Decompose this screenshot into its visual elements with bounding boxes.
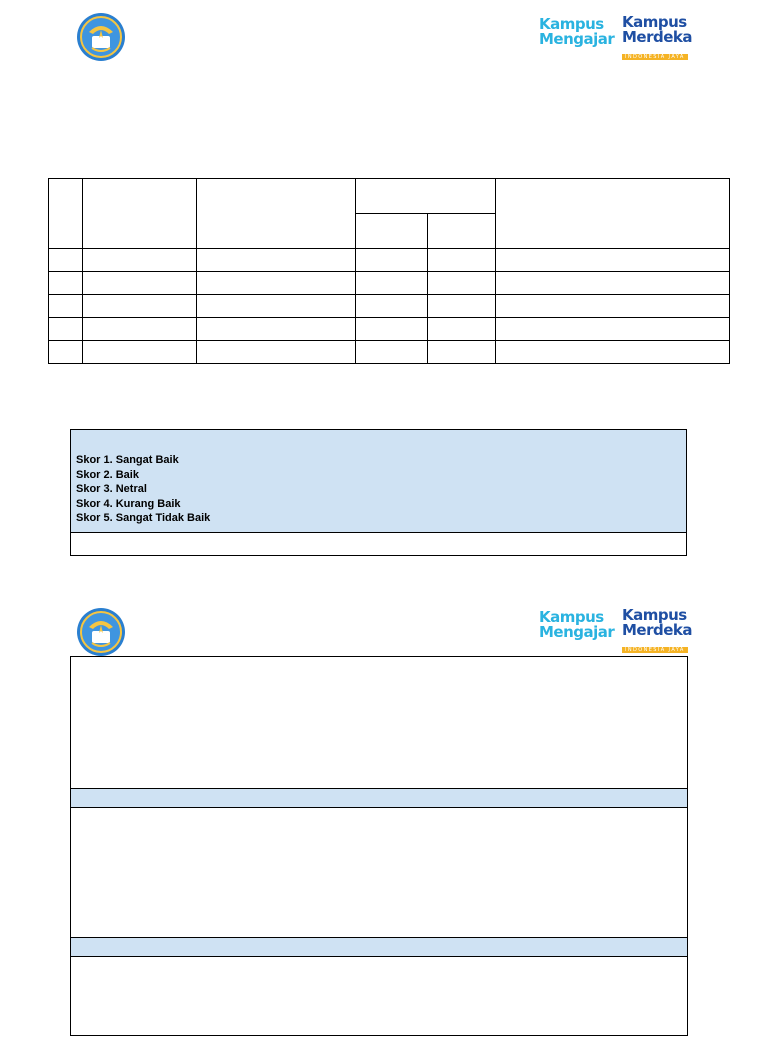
table-cell bbox=[197, 272, 356, 295]
score-legend-item: Skor 3. Netral bbox=[76, 483, 147, 496]
kampus-mengajar-line1: Kampus bbox=[539, 15, 604, 33]
table-header-cell bbox=[83, 179, 197, 249]
table-cell bbox=[83, 341, 197, 364]
table-cell bbox=[83, 295, 197, 318]
kampus-mengajar-line2: Mengajar bbox=[539, 623, 615, 641]
table-cell bbox=[496, 249, 730, 272]
table-cell bbox=[197, 295, 356, 318]
tut-wuri-handayani-emblem-icon bbox=[76, 12, 126, 62]
table-cell bbox=[83, 272, 197, 295]
kampus-mengajar-logo bbox=[539, 17, 614, 47]
score-legend-item: Skor 4. Kurang Baik bbox=[76, 497, 181, 510]
table-cell bbox=[496, 341, 730, 364]
table-cell bbox=[356, 295, 428, 318]
kampus-merdeka-line1: Kampus bbox=[622, 606, 687, 624]
form-box bbox=[70, 656, 688, 1036]
kampus-merdeka-tag: INDONESIA JAYA bbox=[622, 647, 688, 653]
kampus-merdeka-tag: INDONESIA JAYA bbox=[622, 54, 688, 60]
form-text-area-3[interactable] bbox=[71, 957, 687, 1037]
tut-wuri-handayani-emblem-icon bbox=[76, 607, 126, 657]
score-legend-item: Skor 5. Sangat Tidak Baik bbox=[76, 512, 211, 525]
table-cell bbox=[356, 249, 428, 272]
table-cell bbox=[428, 318, 496, 341]
table-cell bbox=[49, 249, 83, 272]
table-cell bbox=[496, 318, 730, 341]
table-cell bbox=[49, 341, 83, 364]
table-row bbox=[49, 318, 730, 341]
table-cell bbox=[428, 295, 496, 318]
table-header-cell bbox=[49, 179, 83, 249]
table-header-cell bbox=[496, 179, 730, 249]
table-header-row-1 bbox=[49, 179, 730, 214]
score-input-row[interactable] bbox=[71, 533, 686, 555]
table-cell bbox=[428, 249, 496, 272]
table-subheader-cell bbox=[428, 214, 496, 249]
table-header-cell bbox=[356, 179, 496, 214]
table-cell bbox=[83, 318, 197, 341]
table-row bbox=[49, 272, 730, 295]
table-row bbox=[49, 249, 730, 272]
table-cell bbox=[49, 272, 83, 295]
table-cell bbox=[197, 341, 356, 364]
table-cell bbox=[356, 341, 428, 364]
table-cell bbox=[197, 249, 356, 272]
kampus-merdeka-line2: Merdeka bbox=[622, 28, 693, 46]
form-text-area-1[interactable] bbox=[71, 657, 687, 788]
table-cell bbox=[496, 295, 730, 318]
page1-header bbox=[0, 0, 768, 70]
form-section-band bbox=[71, 788, 687, 808]
table-subheader-cell bbox=[356, 214, 428, 249]
form-section-band bbox=[71, 937, 687, 957]
score-legend-item: Skor 1. Sangat Baik bbox=[76, 454, 179, 466]
table-cell bbox=[83, 249, 197, 272]
table-cell bbox=[197, 318, 356, 341]
table-cell bbox=[428, 272, 496, 295]
kampus-merdeka-line2: Merdeka bbox=[622, 621, 693, 639]
table-row bbox=[49, 341, 730, 364]
kampus-merdeka-line1: Kampus bbox=[622, 13, 687, 31]
table-row bbox=[49, 295, 730, 318]
score-legend-box bbox=[70, 429, 687, 556]
table-cell bbox=[496, 272, 730, 295]
table-cell bbox=[428, 341, 496, 364]
table-cell bbox=[356, 318, 428, 341]
page2-header bbox=[0, 598, 768, 656]
table-cell bbox=[49, 318, 83, 341]
score-legend-item: Skor 2. Baik bbox=[76, 468, 139, 481]
score-legend-header bbox=[71, 430, 686, 533]
kampus-merdeka-logo bbox=[622, 15, 692, 63]
kampus-mengajar-line1: Kampus bbox=[539, 608, 604, 626]
kampus-mengajar-line2: Mengajar bbox=[539, 30, 615, 48]
assessment-table bbox=[48, 178, 730, 364]
table-cell bbox=[356, 272, 428, 295]
kampus-merdeka-logo bbox=[622, 608, 692, 656]
table-cell bbox=[49, 295, 83, 318]
table-header-cell bbox=[197, 179, 356, 249]
kampus-mengajar-logo bbox=[539, 610, 614, 640]
form-text-area-2[interactable] bbox=[71, 808, 687, 937]
